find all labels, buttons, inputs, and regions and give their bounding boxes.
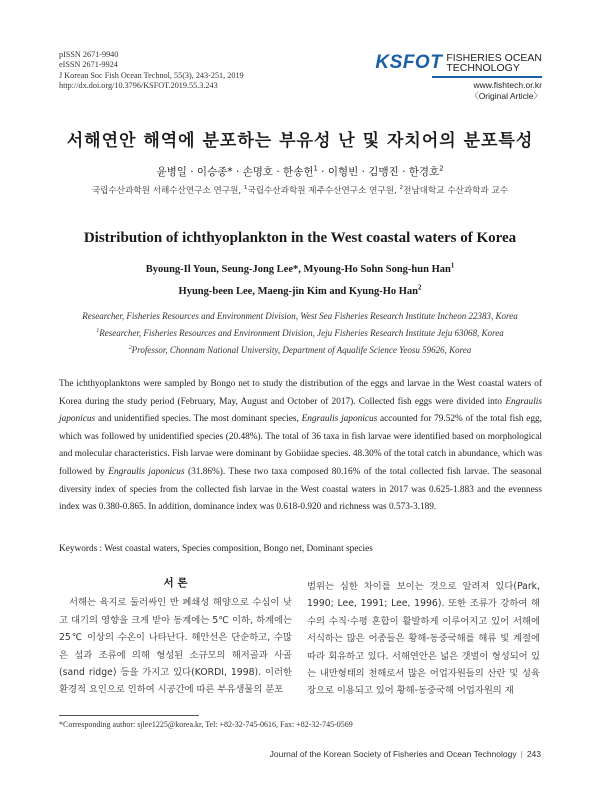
body-column-right	[307, 578, 540, 700]
logo-text: FISHERIES OCEAN TECHNOLOGY	[446, 51, 542, 74]
title-korean: 서해연안 해역에 분포하는 부유성 난 및 자치어의 분포특성	[66, 131, 534, 151]
journal-url[interactable]: www.fishtech.or.kr	[473, 80, 542, 90]
body-paragraph: 범위는 심한 차이를 보이는 것으로 알려져 있다(Park, 1990; Lee, 1991; Lee, 1996). 또한 조류가 강하여 해수의 수직·수평 혼합이 활발하게 이루어지고 있어 서해에 서식하는 많은 어종들은 황해-동중국해를 해류 빛 계절에 따라 회유하고 있다. 서해연안은 넓은 갯벌이 형성되어 있는 내만형태의 천해로서 많은 어업자원들의 산란 및 성육장으로 이용되고 있어 황해-동중국해 어업자원의 재	[307, 581, 540, 697]
footnote-divider	[59, 715, 199, 716]
pissn: pISSN 2671-9940	[59, 50, 119, 59]
journal-logo	[372, 52, 542, 102]
authors-english-line2: Hyung-been Lee, Maeng-jin Kim and Kyung-Ho Han$^2$	[178, 284, 422, 297]
eissn: eISSN 2671-9924	[59, 60, 118, 70]
doi-link[interactable]: http://dx.doi.org/10.3796/KSFOT.2019.55.3.243	[59, 80, 218, 90]
body-column-left	[59, 575, 292, 699]
page-footer	[270, 749, 541, 759]
body-paragraph: 서해는 육지로 둘러싸인 반 폐쇄성 해양으로 수심이 낮고 대기의 영향을 크게 받아 동계에는 5℃ 이하, 하계에는 25℃ 이상의 수온이 나타난다. 해안선은 단순하고, 수많은 섬과 조류에 의해 형성된 소규모의 해저골과 사골(sand ridge) 등을 가지고 있다(KORDI, 1998). 이러한 환경적 요인으로 인하여 시공간에 따른 부유생물의 분포	[59, 597, 292, 696]
abstract: The ichthyoplanktons were sampled by Bongo net to study the distribution of the eggs and larvae in the West coastal waters of Korea during the study period (February, May, August and October of 2017). Collected fish eggs were divided into Engraulis japonicus and unidentified species. The most dominant species, Engraulis japonicus accounted for 79.52% of the total fish egg, which was followed by unidentified species (20.48%). The total of 36 taxa in fish larvae were identified based on morphological and molecular characteristics. Fish larvae were dominant by Gobiidae species. 48.30% of the total catch in abundance, which was followed by Engraulis japonicus (31.86%). These two taxa composed 80.16% of the total collected fish larvae. The seasonal diversity index of species from the collected fish larvae in the West coastal waters in 2017 was 0.625-1.883 and the evenness index was 0.380-0.865. In addition, dominance index was 0.618-0.920 and richness was 0.573-3.189.	[59, 379, 543, 513]
article-type: 〈Original Article〉	[470, 91, 542, 101]
authors-korean: 윤병일 · 이승종* · 손명호 · 한송헌$^1$ · 이형빈 · 김맹진 · 한경호$^2$	[156, 164, 444, 178]
logo-divider	[432, 76, 542, 78]
corresponding-author-footnote: *Corresponding author: sjlee1225@korea.kr, Tel: +82-32-745-0616, Fax: +82-32-745-0569	[59, 720, 353, 729]
affiliations-korean: 국립수산과학원 서해수산연구소 연구원, $^1$국립수산과학원 제주수산연구소 연구원, $^2$전남대학교 수산과학과 교수	[91, 185, 509, 196]
section-heading-introduction: 서 론	[163, 577, 188, 589]
keywords: Keywords : West coastal waters, Species composition, Bongo net, Dominant species	[59, 544, 373, 554]
affiliation-english-3: $^2$Professor, Chonnam National University, Department of Aqualife Science Yeosu 59626, Korea	[128, 345, 472, 355]
title-english: Distribution of ichthyoplankton in the West coastal waters of Korea	[83, 230, 517, 246]
citation: J Korean Soc Fish Ocean Technol, 55(3), 243-251, 2019	[59, 70, 244, 80]
affiliation-english-2: $^1$Researcher, Fisheries Resources and Environment Division, Jeju Fisheries Research Institute Jeju 63068, Korea	[96, 328, 504, 338]
page-number: 243	[526, 749, 541, 759]
footer-separator: |	[520, 749, 523, 759]
authors-english-line1: Byoung-Il Youn, Seung-Jong Lee*, Myoung-Ho Sohn Song-hun Han$^1$	[145, 262, 455, 275]
footer-journal-name: Journal of the Korean Society of Fisheries and Ocean Technology	[269, 749, 517, 759]
journal-info	[59, 50, 244, 91]
affiliation-english-1: Researcher, Fisheries Resources and Environment Division, West Sea Fisheries Research Institute Incheon 22383, Korea	[82, 311, 518, 321]
ksfot-logo-mark: KSFOT	[375, 52, 443, 73]
